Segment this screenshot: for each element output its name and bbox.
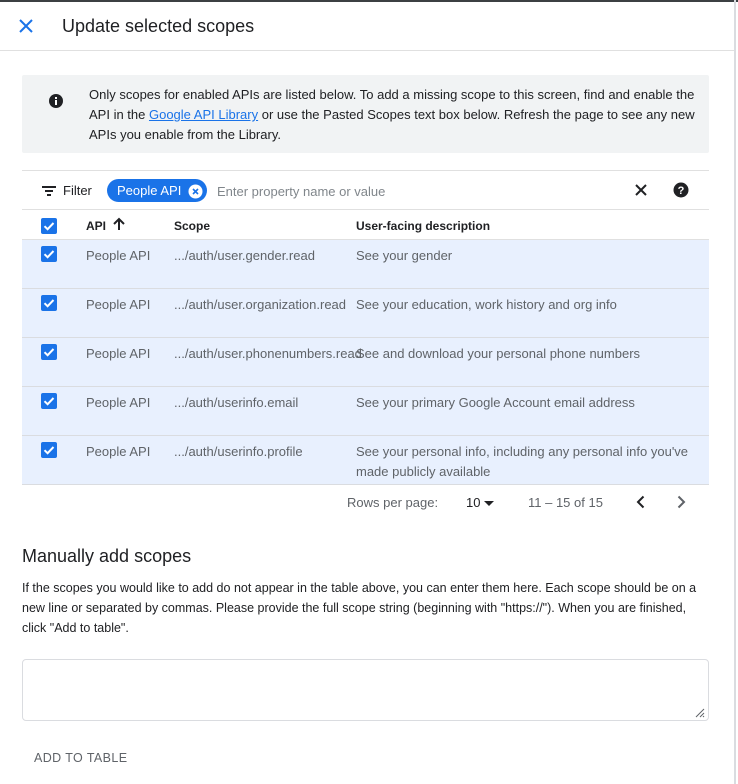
column-header-api[interactable]: API: [86, 219, 107, 233]
row-scope: .../auth/user.phonenumbers.read: [174, 346, 362, 361]
info-banner: [22, 75, 709, 153]
row-description: See your primary Google Account email address: [356, 395, 635, 410]
row-api: People API: [86, 444, 151, 459]
filter-chip-label: People API: [117, 183, 182, 198]
row-description: See and download your personal phone numbers: [356, 346, 641, 361]
filter-chip-people-api[interactable]: [107, 179, 207, 202]
add-to-table-button[interactable]: ADD TO TABLE: [22, 745, 140, 771]
table-header-row: [22, 211, 709, 240]
row-checkbox[interactable]: [41, 344, 57, 360]
rows-per-page-label: Rows per page:: [347, 495, 439, 510]
row-scope: .../auth/userinfo.email: [174, 395, 299, 410]
info-text-before-link: Only scopes for enabled APIs are listed below. To add a missing scope to this screen, find and enable the API in the: [89, 87, 695, 122]
filter-list-icon: [42, 184, 56, 202]
rows-per-page-select[interactable]: [466, 495, 494, 510]
table-row[interactable]: [22, 289, 709, 338]
help-circle-icon[interactable]: [673, 182, 689, 198]
column-header-description[interactable]: User-facing description: [356, 219, 491, 233]
info-text: [89, 85, 699, 145]
table-pagination: [22, 485, 709, 519]
close-icon[interactable]: [14, 14, 38, 38]
row-scope: .../auth/user.organization.read: [174, 297, 347, 312]
manual-scopes-textarea[interactable]: [22, 659, 709, 721]
select-all-checkbox[interactable]: [41, 218, 57, 234]
table-row[interactable]: [22, 387, 709, 436]
filter-bar: [22, 170, 709, 210]
row-api: People API: [86, 395, 151, 410]
row-description: See your personal info, including any personal info you've made publicly available: [356, 444, 689, 479]
row-api: People API: [86, 248, 151, 263]
row-description: See your education, work history and org info: [356, 297, 617, 312]
row-api: People API: [86, 346, 151, 361]
row-checkbox[interactable]: [41, 246, 57, 262]
dialog-right-border: [734, 0, 736, 784]
arrow-upward-icon[interactable]: [112, 217, 126, 234]
table-row[interactable]: [22, 240, 709, 289]
table-row[interactable]: [22, 436, 709, 485]
row-checkbox[interactable]: [41, 442, 57, 458]
manual-section-title: Manually add scopes: [22, 546, 192, 566]
row-api: People API: [86, 297, 151, 312]
rows-per-page-value: 10: [466, 495, 481, 510]
cancel-circle-icon[interactable]: [188, 183, 203, 198]
row-scope: .../auth/userinfo.profile: [174, 444, 303, 459]
manual-section-description: If the scopes you would like to add do not appear in the table above, you can enter them here. Each scope should be on a new line or separated by commas. Please provide the full scope string (beginning with "https://"). When you are finished, click "Add to table".: [22, 581, 697, 635]
row-checkbox[interactable]: [41, 295, 57, 311]
svg-text:?: ?: [677, 185, 685, 197]
table-row[interactable]: [22, 338, 709, 387]
row-scope: .../auth/user.gender.read: [174, 248, 315, 263]
dialog-title: Update selected scopes: [62, 16, 255, 36]
filter-label: Filter: [63, 183, 92, 198]
row-description: See your gender: [356, 248, 453, 263]
clear-filter-icon[interactable]: [633, 182, 649, 198]
google-api-library-link[interactable]: Google API Library: [148, 107, 259, 122]
chevron-right-icon[interactable]: [672, 493, 690, 511]
dialog-header: [0, 2, 734, 51]
info-icon: [49, 94, 63, 108]
scopes-table: [22, 211, 709, 485]
column-header-scope[interactable]: Scope: [174, 219, 211, 233]
pagination-range: 11 – 15 of 15: [528, 495, 603, 510]
chevron-left-icon[interactable]: [632, 493, 650, 511]
filter-input[interactable]: [217, 180, 617, 202]
info-text-after-link: or use the Pasted Scopes text box below. Refresh the page to see any new APIs you enable from the Library.: [89, 107, 695, 142]
arrow-drop-down-icon: [484, 501, 494, 507]
row-checkbox[interactable]: [41, 393, 57, 409]
